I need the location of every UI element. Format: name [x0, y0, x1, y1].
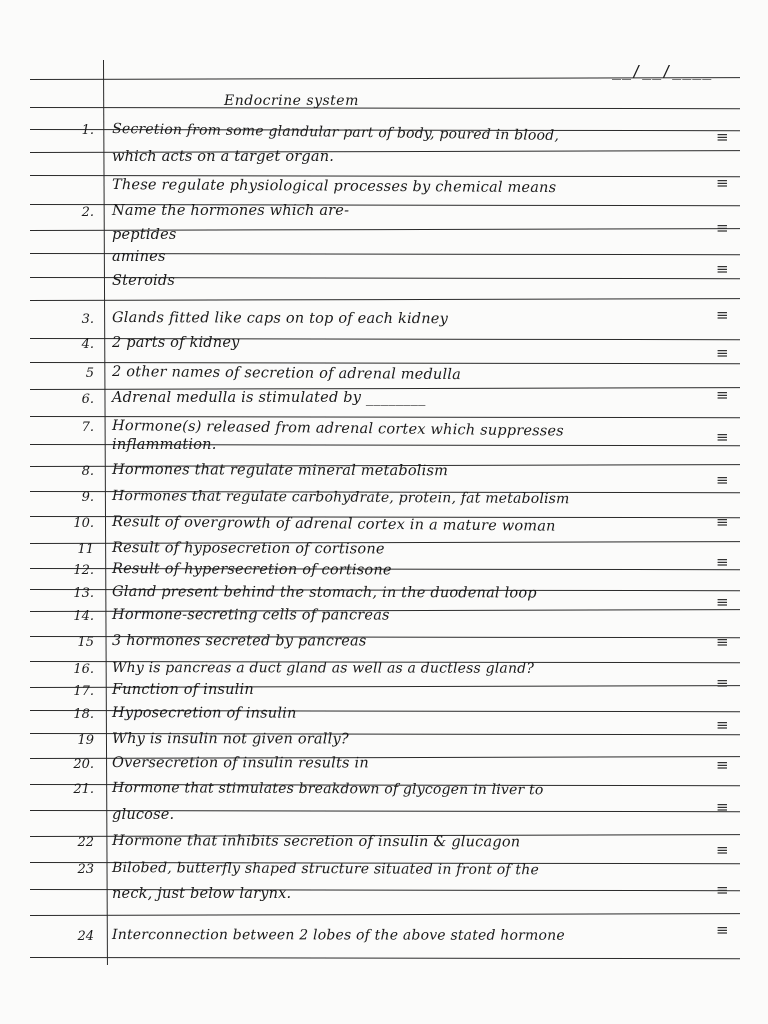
spiral-ring-icon: ≡: [716, 881, 729, 899]
question-number: 7.: [81, 420, 94, 435]
ruled-line: [30, 913, 740, 916]
question-number: 2.: [81, 205, 94, 220]
question-number: 18.: [73, 707, 94, 722]
question-number: 6.: [81, 392, 94, 407]
question-number: 17.: [73, 684, 94, 699]
question-text: Why is pancreas a duct gland as well as a ductless gland?: [112, 660, 535, 677]
question-text: Result of hyposecretion of cortisone: [112, 540, 385, 558]
spiral-ring-icon: ≡: [716, 633, 729, 651]
spiral-ring-icon: ≡: [716, 756, 729, 774]
question-text: inflammation.: [112, 437, 217, 453]
question-text: Hormone that stimulates breakdown of glycogen in liver to: [112, 780, 544, 799]
spiral-ring-icon: ≡: [716, 513, 729, 531]
question-text: Result of hypersecretion of cortisone: [112, 561, 392, 579]
spiral-ring-icon: ≡: [716, 471, 729, 489]
question-number: 15: [77, 635, 94, 650]
question-text: 2 parts of kidney: [112, 335, 240, 351]
question-text: Bilobed, butterfly shaped structure situated in front of the: [112, 860, 540, 879]
question-number: 22: [77, 835, 94, 850]
question-text: Hormones that regulate carbohydrate, protein, fat metabolism: [112, 488, 570, 508]
question-text: Steroids: [112, 273, 175, 289]
question-text: Hormones that regulate mineral metabolism: [112, 462, 449, 480]
question-number: 13.: [73, 586, 94, 601]
spiral-ring-icon: ≡: [716, 553, 729, 571]
question-text: Hyposecretion of insulin: [112, 705, 297, 722]
question-number: 14.: [73, 609, 94, 624]
question-text: Result of overgrowth of adrenal cortex in a mature woman: [112, 514, 556, 535]
question-number: 11: [77, 542, 94, 557]
question-text: Name the hormones which are-: [112, 203, 350, 219]
question-number: 1.: [81, 123, 94, 138]
spiral-ring-icon: ≡: [716, 716, 729, 734]
question-text: neck, just below larynx.: [112, 886, 292, 902]
question-text: which acts on a target organ.: [112, 149, 335, 165]
question-number: 20.: [73, 757, 94, 772]
spiral-ring-icon: ≡: [716, 306, 729, 324]
question-text: Gland present behind the stomach, in the duodenal loop: [112, 584, 537, 602]
spiral-ring-icon: ≡: [716, 260, 729, 278]
page-title: Endocrine system: [224, 93, 359, 109]
question-number: 3.: [81, 312, 94, 327]
question-number: 10.: [73, 516, 94, 531]
question-number: 23: [77, 862, 94, 877]
spiral-ring-icon: ≡: [716, 386, 729, 404]
question-text: These regulate physiological processes by chemical means: [112, 177, 557, 197]
question-number: 21.: [73, 782, 94, 797]
spiral-ring-icon: ≡: [716, 593, 729, 611]
question-text: Interconnection between 2 lobes of the above stated hormone: [112, 927, 565, 944]
question-text: Why is insulin not given orally?: [112, 731, 349, 748]
margin-line: [103, 60, 108, 965]
question-text: Function of insulin: [112, 682, 254, 698]
question-text: Hormone-secreting cells of pancreas: [112, 607, 390, 624]
date-field: __/__/____: [612, 62, 713, 80]
ruled-line: [30, 298, 740, 301]
question-number: 4.: [81, 337, 94, 352]
ruled-line: [30, 107, 740, 109]
spiral-ring-icon: ≡: [716, 841, 729, 859]
question-text: 3 hormones secreted by pancreas: [112, 633, 367, 650]
spiral-ring-icon: ≡: [716, 128, 729, 146]
question-text: amines: [112, 249, 166, 265]
question-text: Hormone that inhibits secretion of insulin & glucagon: [112, 833, 521, 851]
question-text: Glands fitted like caps on top of each kidney: [112, 310, 449, 328]
spiral-ring-icon: ≡: [716, 798, 729, 816]
question-number: 19: [77, 733, 94, 748]
spiral-ring-icon: ≡: [716, 921, 729, 939]
spiral-ring-icon: ≡: [716, 344, 729, 362]
spiral-ring-icon: ≡: [716, 219, 729, 237]
question-text: peptides: [112, 227, 177, 243]
question-text: Adrenal medulla is stimulated by ________: [112, 390, 426, 406]
spiral-ring-icon: ≡: [716, 428, 729, 446]
question-number: 9.: [81, 490, 94, 505]
ruled-line: [30, 957, 740, 959]
question-text: Oversecretion of insulin results in: [112, 755, 369, 772]
question-text: Hormone(s) released from adrenal cortex which suppresses: [112, 418, 564, 440]
question-text: Secretion from some glandular part of body, poured in blood,: [112, 121, 560, 145]
question-text: glucose.: [112, 807, 175, 823]
question-number: 12.: [73, 563, 94, 578]
spiral-ring-icon: ≡: [716, 674, 729, 692]
question-number: 16.: [73, 662, 94, 677]
question-number: 5: [85, 366, 94, 381]
question-number: 24: [77, 929, 94, 944]
spiral-ring-icon: ≡: [716, 174, 729, 192]
question-number: 8.: [81, 464, 94, 479]
question-text: 2 other names of secretion of adrenal medulla: [112, 364, 462, 384]
